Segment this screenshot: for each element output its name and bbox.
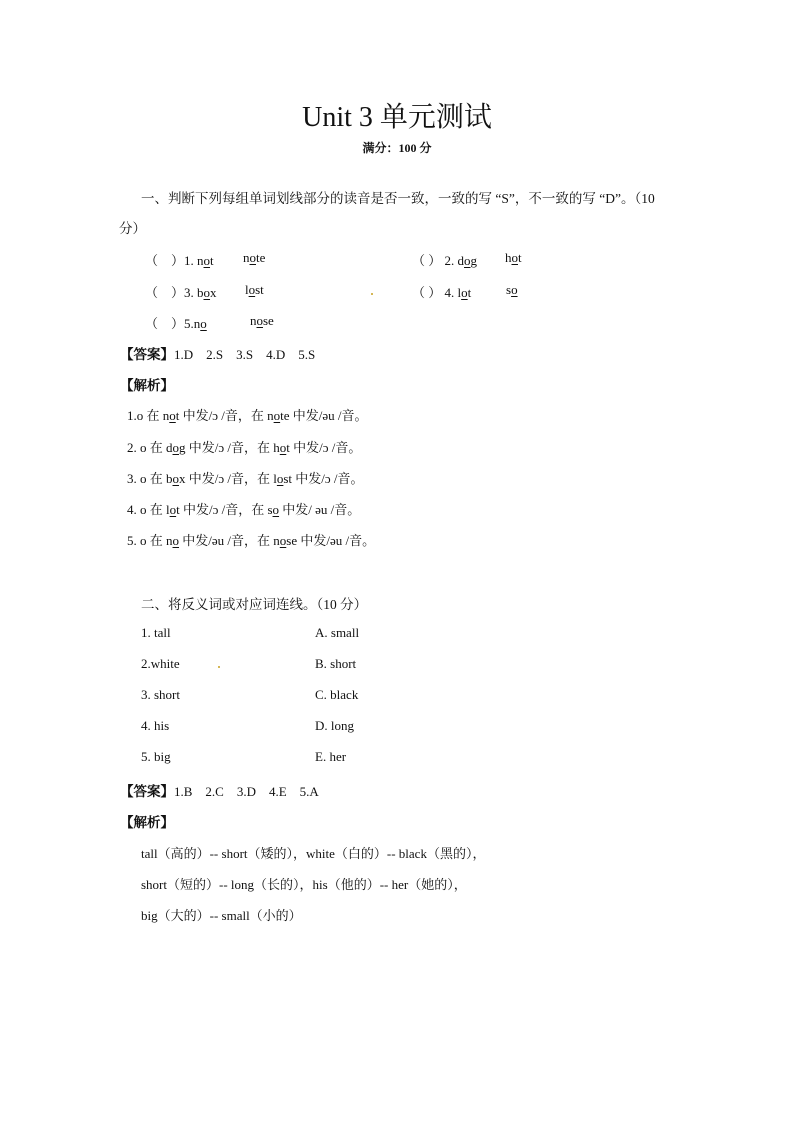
answer-tag: 【答案】 [120,347,174,362]
analysis-line: short（短的）-- long（长的），his（他的）-- her（她的）， [141,877,467,892]
match-left-item[interactable]: 4. his [141,718,170,733]
answer-blank[interactable]: （ ） [145,316,185,331]
section1-instruction-line2: 分） [119,221,146,236]
answer-blank[interactable]: （ ） [412,285,442,300]
match-right-item[interactable]: A. small [315,625,360,640]
question-word2: so [506,282,518,297]
analysis-line: tall（高的）-- short（矮的），white（白的）-- black（黑的）， [141,846,486,861]
question-word2: note [243,250,266,265]
answer-text: 1.D 2.S 3.S 4.D 5.S [174,347,316,362]
answer-line [120,343,315,363]
analysis-line: 5. o 在 no 中发/əu /音，在 nose 中发/əu /音。 [127,533,376,548]
analysis-tag: 【解析】 [120,815,174,830]
answer-blank[interactable]: （ ） [145,285,185,300]
question-item: （ ）1. not [145,253,214,268]
question-item: （ ） 4. lot [412,285,472,300]
section2-instruction: 二、将反义词或对应词连线。（10 分） [141,597,368,612]
speck-mark [371,293,373,295]
question-word2: hot [505,250,522,265]
answer-blank[interactable]: （ ） [412,253,442,268]
question-word2: nose [250,313,274,328]
match-left-item[interactable]: 3. short [141,687,180,702]
match-right-item[interactable]: E. her [315,749,347,764]
analysis-line: 3. o 在 box 中发/ɔ /音，在 lost 中发/ɔ /音。 [127,471,364,486]
question-word2: lost [245,282,264,297]
answer-text: 1.B 2.C 3.D 4.E 5.A [174,784,319,799]
page-title: Unit 3 单元测试 [302,102,492,133]
section1-instruction-line1: 一、判断下列每组单词划线部分的读音是否一致，一致的写 “S”，不一致的写 “D”。（10 [141,191,655,206]
match-right-item[interactable]: D. long [315,718,354,733]
analysis-line: big（大的）-- small（小的） [141,908,302,923]
question-item: （ ） 2. dog [412,253,478,268]
answer-line [120,780,319,800]
speck-mark [218,666,220,668]
match-right-item[interactable]: C. black [315,687,359,702]
analysis-line: 1.o 在 not 中发/ɔ /音，在 note 中发/əu /音。 [127,408,368,423]
answer-blank[interactable]: （ ） [145,253,185,268]
match-left-item[interactable]: 2.white [141,656,180,671]
match-left-item[interactable]: 1. tall [141,625,171,640]
analysis-line: 2. o 在 dog 中发/ɔ /音，在 hot 中发/ɔ /音。 [127,440,362,455]
answer-tag: 【答案】 [120,784,174,799]
question-item: （ ）5.no [145,316,207,331]
analysis-line: 4. o 在 lot 中发/ɔ /音，在 so 中发/ əu /音。 [127,502,361,517]
match-left-item[interactable]: 5. big [141,749,171,764]
analysis-tag: 【解析】 [120,378,174,393]
page-subtitle: 满分：100 分 [362,141,432,155]
match-right-item[interactable]: B. short [315,656,357,671]
question-item: （ ）3. box [145,285,217,300]
